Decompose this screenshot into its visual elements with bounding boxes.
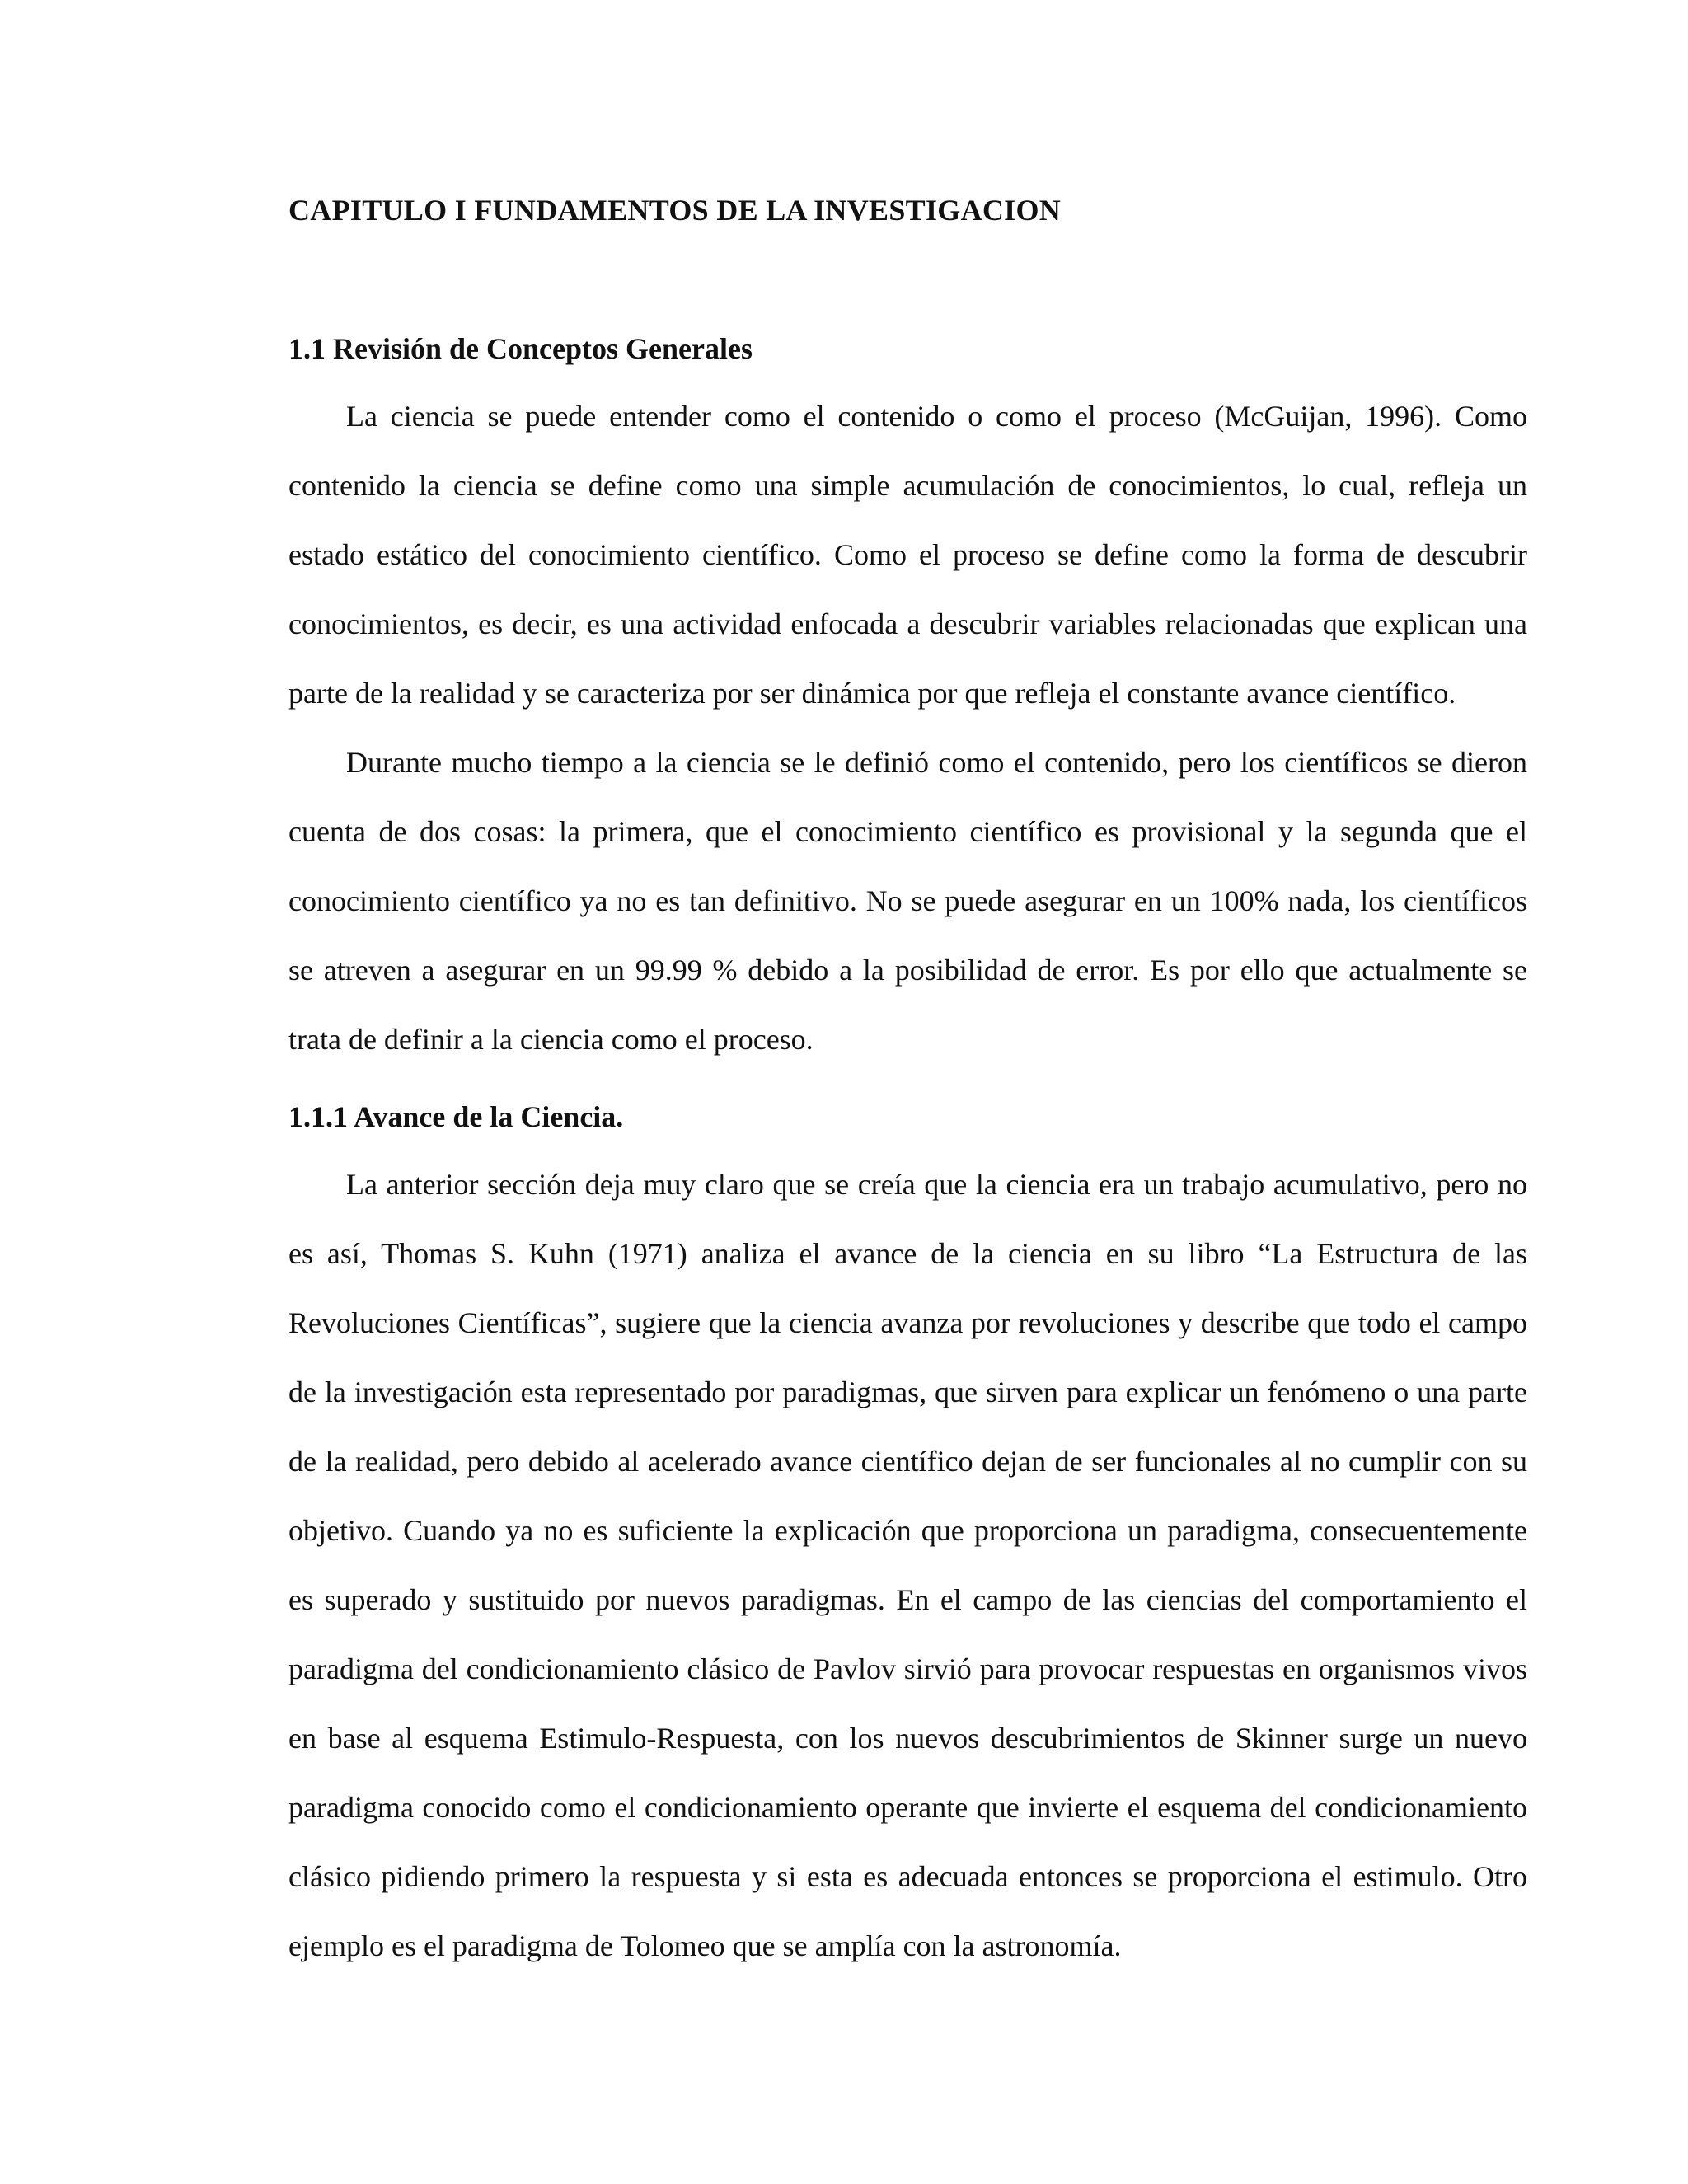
- section-heading-1-1-1: 1.1.1 Avance de la Ciencia.: [288, 1100, 624, 1133]
- section-heading-1-1: 1.1 Revisión de Conceptos Generales: [288, 332, 753, 365]
- page-content: [288, 185, 1527, 1980]
- paragraph: Durante mucho tiempo a la ciencia se le definió como el contenido, pero los científicos se dieron cuenta de dos cosas: la primera, que el conocimiento científico es provisional y la segunda que el conocimiento científico ya no es tan definitivo. No se puede asegurar en un 100% nada, los científicos se atreven a asegurar en un 99.99 % debido a la posibilidad de error. Es por ello que actualmente se trata de definir a la ciencia como el proceso.: [288, 746, 1527, 1056]
- chapter-title: CAPITULO I FUNDAMENTOS DE LA INVESTIGACION: [288, 194, 1062, 227]
- paragraph: La anterior sección deja muy claro que se creía que la ciencia era un trabajo acumulativo, pero no es así, Thomas S. Kuhn (1971) analiza el avance de la ciencia en su libro “La Estructura de las Revoluciones Científicas”, sugiere que la ciencia avanza por revoluciones y describe que todo el campo de la investigación esta representado por paradigmas, que sirven para explicar un fenómeno o una parte de la realidad, pero debido al acelerado avance científico dejan de ser funcionales al no cumplir con su objetivo. Cuando ya no es suficiente la explicación que proporciona un paradigma, consecuentemente es superado y sustituido por nuevos paradigmas. En el campo de las ciencias del comportamiento el paradigma del condicionamiento clásico de Pavlov sirvió para provocar respuestas en organismos vivos en base al esquema Estimulo-Respuesta, con los nuevos descubrimientos de Skinner surge un nuevo paradigma conocido como el condicionamiento operante que invierte el esquema del condicionamiento clásico pidiendo primero la respuesta y si esta es adecuada entonces se proporciona el estimulo. Otro ejemplo es el paradigma de Tolomeo que se amplía con la astronomía.: [288, 1168, 1527, 1962]
- paragraph: La ciencia se puede entender como el contenido o como el proceso (McGuijan, 1996). Como contenido la ciencia se define como una simple acumulación de conocimientos, lo cual, refleja un estado estático del conocimiento científico. Como el proceso se define como la forma de descubrir conocimientos, es decir, es una actividad enfocada a descubrir variables relacionadas que explican una parte de la realidad y se caracteriza por ser dinámica por que refleja el constante avance científico.: [288, 400, 1527, 710]
